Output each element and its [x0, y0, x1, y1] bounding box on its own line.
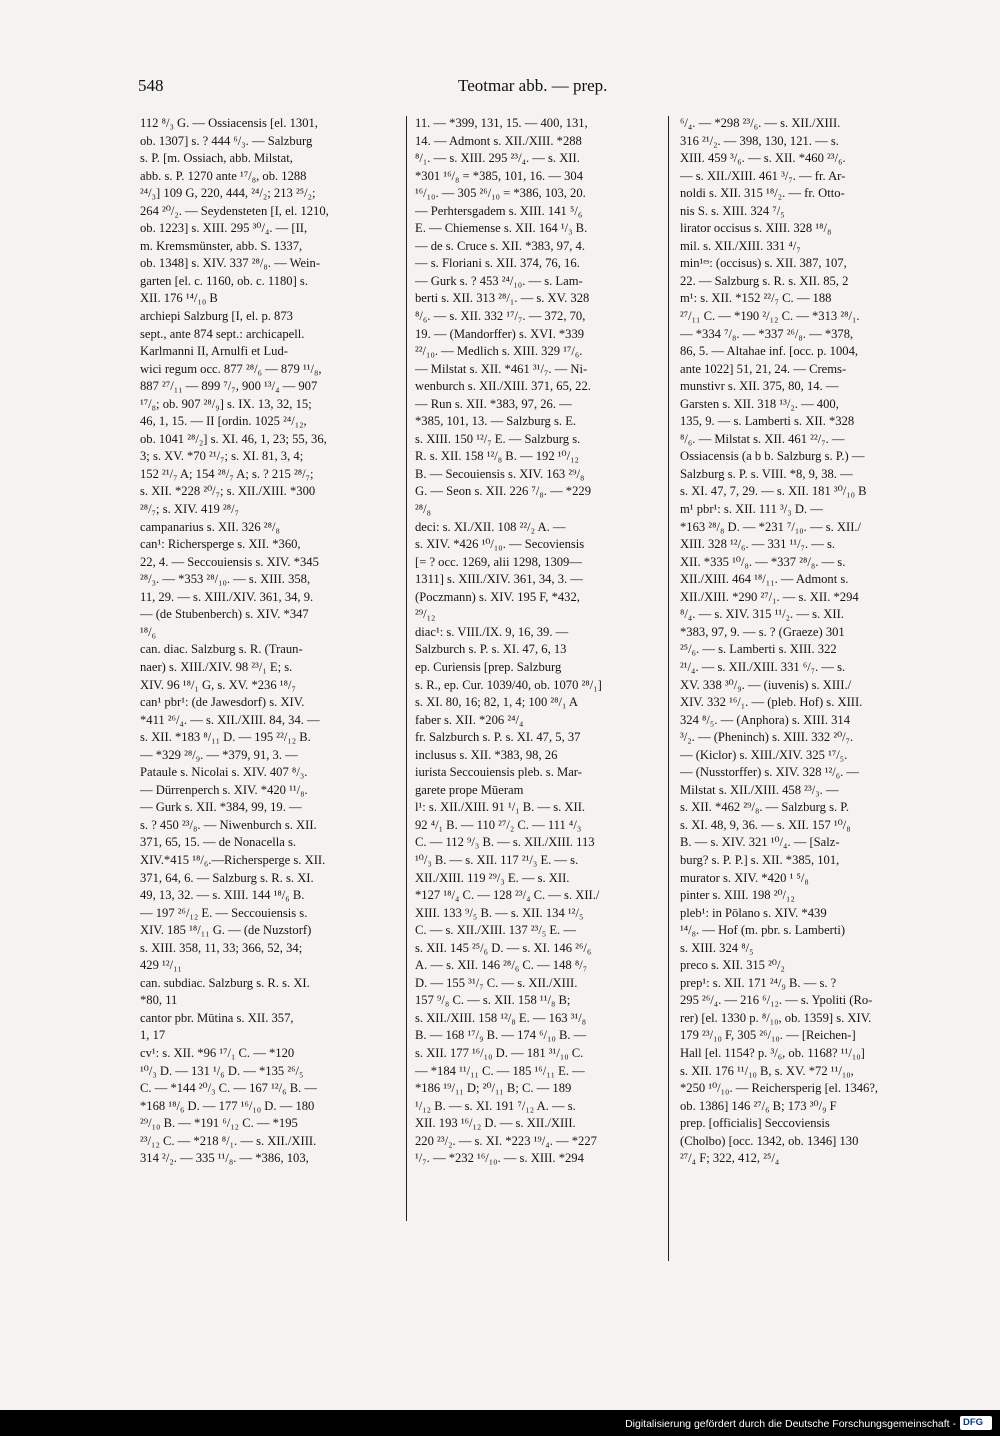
text-line: C. — s. XII./XIII. 137 ²³/₅ E. —: [415, 923, 576, 938]
text-line: — (Nusstorffer) s. XIV. 328 ¹²/₆. —: [680, 765, 860, 780]
running-title: Teotmar abb. — prep.: [458, 76, 608, 95]
text-line: XIV. 185 ¹⁸/₁₁ G. — (de Nuzstorf): [140, 923, 312, 938]
text-line: 14. — Admont s. XII./XIII. *288: [415, 133, 582, 148]
text-line: — Run s. XII. *383, 97, 26. —: [415, 396, 572, 411]
text-line: ²²/₁₀. — Medlich s. XIII. 329 ¹⁷/₆.: [415, 344, 583, 359]
text-column-2: [415, 115, 662, 1168]
column-divider-2: [668, 116, 669, 1261]
text-line: archiepi Salzburg [I, el. p. 873: [140, 309, 293, 324]
text-line: wenburch s. XII./XIII. 371, 65, 22.: [415, 379, 591, 394]
text-line: B. — 168 ¹⁷/₉ B. — 174 ⁶/₁₀ B. —: [415, 1028, 587, 1043]
text-line: — Gurk s. ? 453 ²⁴/₁₀. — s. Lam-: [415, 273, 583, 288]
text-line: s. XI. 48, 9, 36. — s. XII. 157 ¹⁰/₈: [680, 817, 851, 832]
text-line: XIII. 133 ⁹/₅ B. — s. XII. 134 ¹²/₅: [415, 905, 584, 920]
text-line: 1311] s. XIII./XIV. 361, 34, 3. —: [415, 572, 583, 587]
text-line: *168 ¹⁸/₆ D. — 177 ¹⁶/₁₀ D. — 180: [140, 1098, 315, 1113]
text-line: abb. s. P. 1270 ante ¹⁷/₈, ob. 1288: [140, 168, 307, 183]
text-line: fr. Salzburch s. P. s. XI. 47, 5, 37: [415, 730, 581, 745]
text-line: ¹⁰/₃ D. — 131 ¹/₆ D. — *135 ²⁶/₅: [140, 1063, 304, 1078]
text-line: — *334 ⁷/₈. — *337 ²⁶/₈. — *378,: [680, 326, 854, 341]
text-line: 429 ¹²/₁₁: [140, 958, 182, 973]
text-line: Hall [el. 1154? p. ³/₆, ob. 1168? ¹¹/₁₀]: [680, 1045, 865, 1060]
funding-credit: Digitalisierung gefördert durch die Deutsche Forschungsgemeinschaft -: [625, 1418, 956, 1430]
text-line: s. XII. 177 ¹⁶/₁₀ D. — 181 ³¹/₁₀ C.: [415, 1045, 584, 1060]
text-line: *127 ¹⁸/₄ C. — 128 ²³/₄ C. — s. XII./: [415, 888, 600, 903]
text-line: 314 ²/₂. — 335 ¹¹/₈. — *386, 103,: [140, 1151, 309, 1166]
text-line: iurista Seccouiensis pleb. s. Mar-: [415, 765, 582, 780]
text-line: *80, 11: [140, 993, 178, 1008]
column-divider-1: [406, 116, 407, 1221]
text-column-3: [680, 115, 923, 1168]
text-line: XIV.*415 ¹⁸/₆.—Richersperge s. XII.: [140, 852, 326, 867]
text-line: XIII. 328 ¹²/₆. — 331 ¹¹/₇. — s.: [680, 537, 836, 552]
text-line: murator s. XIV. *420 ¹ ⁵/₈: [680, 870, 809, 885]
text-line: ²⁹/₁₀ B. — *191 ⁶/₁₂ C. — *195: [140, 1116, 298, 1131]
text-line: — de s. Cruce s. XII. *383, 97, 4.: [415, 238, 585, 253]
dfg-logo-text: DFG: [963, 1417, 984, 1428]
text-line: ²⁹/₁₂: [415, 607, 436, 622]
text-line: 46, 1, 15. — II [ordin. 1025 ²⁴/₁₂,: [140, 414, 307, 429]
text-line: Karlmanni II, Arnulfi et Lud-: [140, 344, 288, 359]
text-line: — Gurk s. XII. *384, 99, 19. —: [140, 800, 302, 815]
text-line: s. ? 450 ²³/₈. — Niwenburch s. XII.: [140, 817, 317, 832]
text-line: m¹ pbr¹: s. XII. 111 ³/₃ D. —: [680, 502, 823, 517]
text-line: B. — Secouiensis s. XIV. 163 ²⁹/₈: [415, 466, 585, 481]
text-line: XIII. 459 ³/₆. — s. XII. *460 ²³/₆.: [680, 151, 846, 166]
text-line: naer) s. XIII./XIV. 98 ²³/₁ E; s.: [140, 659, 293, 674]
text-line: noldi s. XII. 315 ¹⁸/₂. — fr. Otto-: [680, 186, 845, 201]
text-line: burg? s. P. P.] s. XII. *385, 101,: [680, 852, 840, 867]
text-line: — s. Floriani s. XII. 374, 76, 16.: [415, 256, 580, 271]
text-line: garten [el. c. 1160, ob. c. 1180] s.: [140, 273, 308, 288]
text-line: (Poczmann) s. XIV. 195 F, *432,: [415, 589, 580, 604]
text-line: prep. [officialis] Seccoviensis: [680, 1116, 830, 1131]
text-line: 11. — *399, 131, 15. — 400, 131,: [415, 116, 588, 130]
text-line: pleb¹: in Pōlano s. XIV. *439: [680, 905, 827, 920]
text-line: lirator occisus s. XIII. 328 ¹⁸/₈: [680, 221, 832, 236]
text-line: XII./XIII. *290 ²⁷/₁. — s. XII. *294: [680, 589, 859, 604]
text-line: 157 ⁹/₈ C. — s. XII. 158 ¹¹/₈ B;: [415, 993, 571, 1008]
text-line: deci: s. XI./XII. 108 ²²/₂ A. —: [415, 519, 566, 534]
text-line: *411 ²⁶/₄. — s. XII./XIII. 84, 34. —: [140, 712, 320, 727]
text-line: munstivr s. XII. 375, 80, 14. —: [680, 379, 839, 394]
text-line: 86, 5. — Altahae inf. [occ. p. 1004,: [680, 344, 859, 359]
text-line: cantor pbr. Mūtina s. XII. 357,: [140, 1010, 294, 1025]
page-number: 548: [138, 76, 164, 95]
text-line: — Perhtersgadem s. XIII. 141 ⁵/₆: [415, 203, 583, 218]
text-line: s. XII./XIII. 158 ¹²/₈ E. — 163 ³¹/₈: [415, 1010, 587, 1025]
text-line: Milstat s. XII./XIII. 458 ²³/₃. —: [680, 782, 839, 797]
text-line: XV. 338 ³⁰/₉. — (iuvenis) s. XIII./: [680, 677, 852, 692]
text-line: 112 ⁸/₃ G. — Ossiacensis [el. 1301,: [140, 116, 318, 130]
text-line: ²⁷/₄ F; 322, 412, ²⁵/₄: [680, 1151, 780, 1166]
text-line: XII./XIII. 119 ²⁹/₃ E. — s. XII.: [415, 870, 570, 885]
text-line: Garsten s. XII. 318 ¹³/₂. — 400,: [680, 396, 839, 411]
text-line: ¹/₇. — *232 ¹⁶/₁₀. — s. XIII. *294: [415, 1151, 584, 1166]
text-line: ²³/₁₂ C. — *218 ⁸/₁. — s. XII./XIII.: [140, 1133, 317, 1148]
text-line: can. diac. Salzburg s. R. (Traun-: [140, 642, 303, 657]
text-line: 11, 29. — s. XIII./XIV. 361, 34, 9.: [140, 589, 314, 604]
text-line: 135, 9. — s. Lamberti s. XII. *328: [680, 414, 855, 429]
text-line: min¹ᵉˢ: (occisus) s. XII. 387, 107,: [680, 256, 847, 271]
text-line: *163 ²⁸/₈ D. — *231 ⁷/₁₀. — s. XII./: [680, 519, 862, 534]
text-line: l¹: s. XII./XIII. 91 ¹/₁ B. — s. XII.: [415, 800, 586, 815]
text-line: mil. s. XII./XIII. 331 ⁴/₇: [680, 238, 801, 253]
text-line: 22, 4. — Seccouiensis s. XIV. *345: [140, 554, 319, 569]
text-line: ⁸/₄. — s. XIV. 315 ¹¹/₂. — s. XII.: [680, 607, 844, 622]
text-line: ²⁸/₈: [415, 502, 432, 517]
text-line: wici regum occ. 877 ²⁸/₆ — 879 ¹¹/₈,: [140, 361, 322, 376]
text-line: — *329 ²⁸/₉. — *379, 91, 3. —: [140, 747, 298, 762]
text-line: can¹ pbr¹: (de Jawesdorf) s. XIV.: [140, 695, 305, 710]
text-line: ²⁴/₃] 109 G, 220, 444, ²⁴/₂; 213 ²⁵/₂;: [140, 186, 316, 201]
text-line: ante 1022] 51, 21, 24. — Crems-: [680, 361, 847, 376]
text-line: s. R., ep. Cur. 1039/40, ob. 1070 ²⁸/₁]: [415, 677, 602, 692]
text-line: *250 ¹⁰/₁₀. — Reichersperig [el. 1346?,: [680, 1081, 879, 1096]
text-column-1: [140, 115, 396, 1168]
text-line: XII./XIII. 464 ¹⁸/₁₁. — Admont s.: [680, 572, 849, 587]
text-line: ¹⁸/₆: [140, 624, 157, 639]
text-line: s. XI. 47, 7, 29. — s. XII. 181 ³⁰/₁₀ B: [680, 484, 867, 499]
text-line: — *184 ¹¹/₁₁ C. — 185 ¹⁶/₁₁ E. —: [415, 1063, 585, 1078]
text-line: ob. 1348] s. XIV. 337 ²⁸/₈. — Wein-: [140, 256, 321, 271]
text-line: ob. 1386] 146 ²⁷/₆ B; 173 ³⁰/₉ F: [680, 1098, 837, 1113]
text-line: berti s. XII. 313 ²⁸/₁. — s. XV. 328: [415, 291, 590, 306]
text-line: s. XII. 176 ¹¹/₁₀ B, s. XV. *72 ¹¹/₁₀,: [680, 1063, 854, 1078]
text-line: *186 ¹⁹/₁₁ D; ²⁰/₁₁ B; C. — 189: [415, 1081, 572, 1096]
text-line: 152 ²¹/₇ A; 154 ²⁸/₇ A; s. ? 215 ²⁸/₇;: [140, 466, 314, 481]
text-line: XIV. 96 ¹⁸/₁ G, s. XV. *236 ¹⁸/₇: [140, 677, 296, 692]
text-line: *385, 101, 13. — Salzburg s. E.: [415, 414, 577, 429]
text-line: 887 ²⁷/₁₁ — 899 ⁷/₇, 900 ¹³/₄ — 907: [140, 379, 318, 394]
text-line: C. — 112 ⁹/₃ B. — s. XII./XIII. 113: [415, 835, 595, 850]
text-line: G. — Seon s. XII. 226 ⁷/₈. — *229: [415, 484, 591, 499]
text-line: inclusus s. XII. *383, 98, 26: [415, 747, 558, 762]
text-line: ⁸/₆. — s. XII. 332 ¹⁷/₇. — 372, 70,: [415, 309, 586, 324]
text-line: 22. — Salzburg s. R. s. XII. 85, 2: [680, 273, 849, 288]
text-line: Salzburg s. P. s. VIII. *8, 9, 38. —: [680, 466, 853, 481]
text-line: ob. 1223] s. XIII. 295 ³⁰/₄. — [II,: [140, 221, 308, 236]
text-line: (Cholbo) [occ. 1342, ob. 1346] 130: [680, 1133, 859, 1148]
text-line: 92 ⁴/₁ B. — 110 ²⁷/₂ C. — 111 ⁴/₃: [415, 817, 582, 832]
text-line: preco s. XII. 315 ²⁰/₂: [680, 958, 785, 973]
text-line: m¹: s. XII. *152 ²²/₇ C. — 188: [680, 291, 832, 306]
text-line: s. XIII. 324 ⁸/₅: [680, 940, 754, 955]
text-line: s. XII. 145 ²⁵/₆ D. — s. XI. 146 ²⁶/₆: [415, 940, 592, 955]
text-line: rer) [el. 1330 p. ⁸/₁₀, ob. 1359] s. XIV.: [680, 1010, 872, 1025]
text-line: garete prope Mūeram: [415, 782, 524, 797]
text-line: ²⁷/₁₁ C. — *190 ²/₁₂ C. — *313 ²⁸/₁.: [680, 309, 860, 324]
text-line: ¹⁷/₈; ob. 907 ²⁸/₉] s. IX. 13, 32, 15;: [140, 396, 312, 411]
text-line: — Milstat s. XII. *461 ³¹/₇. — Ni-: [415, 361, 588, 376]
text-line: 371, 64, 6. — Salzburg s. R. s. XI.: [140, 870, 314, 885]
text-line: ep. Curiensis [prep. Salzburg: [415, 659, 562, 674]
footer-bar: [0, 1410, 1000, 1436]
text-line: — (de Stubenberch) s. XIV. *347: [140, 607, 309, 622]
text-line: 295 ²⁶/₄. — 216 ⁶/₁₂. — s. Ypoliti (Ro-: [680, 993, 873, 1008]
text-line: cv¹: s. XII. *96 ¹⁷/₁ C. — *120: [140, 1045, 295, 1060]
text-line: XII. 193 ¹⁶/₁₂ D. — s. XII./XIII.: [415, 1116, 576, 1131]
text-line: 220 ²³/₂. — s. XI. *223 ¹⁹/₄. — *227: [415, 1133, 597, 1148]
text-line: s. XII. *228 ²⁰/₇; s. XII./XIII. *300: [140, 484, 316, 499]
text-line: A. — s. XII. 146 ²⁸/₆ C. — 148 ⁸/₇: [415, 958, 588, 973]
text-line: ⁸/₆. — Milstat s. XII. 461 ²²/₇. —: [680, 431, 845, 446]
text-line: s. XIII. 150 ¹²/₇ E. — Salzburg s.: [415, 431, 581, 446]
text-line: s. XII. *183 ⁸/₁₁ D. — 195 ²²/₁₂ B.: [140, 730, 311, 745]
text-line: ³/₂. — (Pheninch) s. XIII. 332 ²⁰/₇.: [680, 730, 854, 745]
text-line: faber s. XII. *206 ²⁴/₄: [415, 712, 524, 727]
text-line: — (Kiclor) s. XIII./XIV. 325 ¹⁷/₅.: [680, 747, 848, 762]
text-line: ⁶/₄. — *298 ²³/₆. — s. XII./XIII.: [680, 116, 841, 130]
text-line: XIV. 332 ¹⁶/₁. — (pleb. Hof) s. XIII.: [680, 695, 863, 710]
text-line: nis S. s. XIII. 324 ⁷/₅: [680, 203, 785, 218]
text-line: campanarius s. XII. 326 ²⁸/₈: [140, 519, 280, 534]
text-line: 316 ²¹/₂. — 398, 130, 121. — s.: [680, 133, 839, 148]
text-line: m. Kremsmünster, abb. S. 1337,: [140, 238, 303, 253]
text-line: 49, 13, 32. — s. XIII. 144 ¹⁸/₆ B.: [140, 888, 305, 903]
text-line: C. — *144 ²⁰/₃ C. — 167 ¹²/₆ B. —: [140, 1081, 317, 1096]
text-line: — s. XII./XIII. 461 ³/₇. — fr. Ar-: [680, 168, 846, 183]
text-line: can. subdiac. Salzburg s. R. s. XI.: [140, 975, 310, 990]
text-line: *383, 97, 9. — s. ? (Graeze) 301: [680, 624, 845, 639]
text-line: ⁸/₁. — s. XIII. 295 ²³/₄. — s. XII.: [415, 151, 580, 166]
text-line: 3; s. XV. *70 ²¹/₇; s. XI. 81, 3, 4;: [140, 449, 304, 464]
text-line: E. — Chiemense s. XII. 164 ¹/₃ B.: [415, 221, 588, 236]
text-line: *301 ¹⁶/₈ = *385, 101, 16. — 304: [415, 168, 583, 183]
text-line: s. XIII. 358, 11, 33; 366, 52, 34;: [140, 940, 303, 955]
text-line: sept., ante 874 sept.: archicapell.: [140, 326, 305, 341]
text-line: s. XII. *462 ²⁹/₈. — Salzburg s. P.: [680, 800, 850, 815]
text-line: ob. 1041 ²⁸/₂] s. XI. 46, 1, 23; 55, 36,: [140, 431, 327, 446]
text-line: Ossiacensis (a b b. Salzburg s. P.) —: [680, 449, 865, 464]
text-line: ²⁸/₃. — *353 ²⁸/₁₀. — s. XIII. 358,: [140, 572, 311, 587]
text-line: can¹: Richersperge s. XII. *360,: [140, 537, 301, 552]
text-line: 179 ²³/₁₀ F, 305 ²⁶/₁₀. — [Reichen-]: [680, 1028, 856, 1043]
text-line: s. XIV. *426 ¹⁰/₁₀. — Secoviensis: [415, 537, 585, 552]
text-line: prep¹: s. XII. 171 ²⁴/₉ B. — s. ?: [680, 975, 837, 990]
text-line: ¹⁰/₃ B. — s. XII. 117 ²¹/₃ E. — s.: [415, 852, 579, 867]
text-line: 264 ²⁰/₂. — Seydensteten [I, el. 1210,: [140, 203, 329, 218]
text-line: R. s. XII. 158 ¹²/₈ B. — 192 ¹⁰/₁₂: [415, 449, 579, 464]
text-line: 324 ⁸/₅. — (Anphora) s. XIII. 314: [680, 712, 851, 727]
text-line: ²⁵/₆. — s. Lamberti s. XIII. 322: [680, 642, 837, 657]
text-line: diac¹: s. VIII./IX. 9, 16, 39. —: [415, 624, 569, 639]
text-line: s. XI. 80, 16; 82, 1, 4; 100 ²⁸/₁ A: [415, 695, 578, 710]
text-line: pinter s. XIII. 198 ²⁰/₁₂: [680, 888, 795, 903]
text-line: XII. 176 ¹⁴/₁₀ B: [140, 291, 218, 306]
text-line: Salzburch s. P. s. XI. 47, 6, 13: [415, 642, 567, 657]
dfg-logo: [960, 1416, 992, 1430]
text-line: ob. 1307] s. ? 444 ⁶/₃. — Salzburg: [140, 133, 313, 148]
text-line: D. — 155 ³¹/₇ C. — s. XII./XIII.: [415, 975, 578, 990]
text-line: ²¹/₄. — s. XII./XIII. 331 ⁶/₇. — s.: [680, 659, 846, 674]
text-line: 371, 65, 15. — de Nonacella s.: [140, 835, 296, 850]
text-line: XII. *335 ¹⁰/₈. — *337 ²⁸/₈. — s.: [680, 554, 846, 569]
text-line: s. P. [m. Ossiach, abb. Milstat,: [140, 151, 293, 166]
text-line: Pataule s. Nicolai s. XIV. 407 ⁸/₃.: [140, 765, 308, 780]
text-line: — Dürrenperch s. XIV. *420 ¹¹/₈.: [140, 782, 308, 797]
text-line: 19. — (Mandorffer) s. XVI. *339: [415, 326, 585, 341]
text-line: ¹⁶/₁₀. — 305 ²⁶/₁₀ = *386, 103, 20.: [415, 186, 586, 201]
text-line: 1, 17: [140, 1028, 166, 1043]
text-line: ¹⁴/₈. — Hof (m. pbr. s. Lamberti): [680, 923, 846, 938]
text-line: [= ? occ. 1269, alii 1298, 1309—: [415, 554, 582, 569]
text-line: ¹/₁₂ B. — s. XI. 191 ⁷/₁₂ A. — s.: [415, 1098, 576, 1113]
text-line: B. — s. XIV. 321 ¹⁰/₄. — [Salz-: [680, 835, 840, 850]
text-line: ²⁸/₇; s. XIV. 419 ²⁸/₇: [140, 502, 240, 517]
text-line: — 197 ²⁶/₁₂ E. — Seccouiensis s.: [140, 905, 308, 920]
